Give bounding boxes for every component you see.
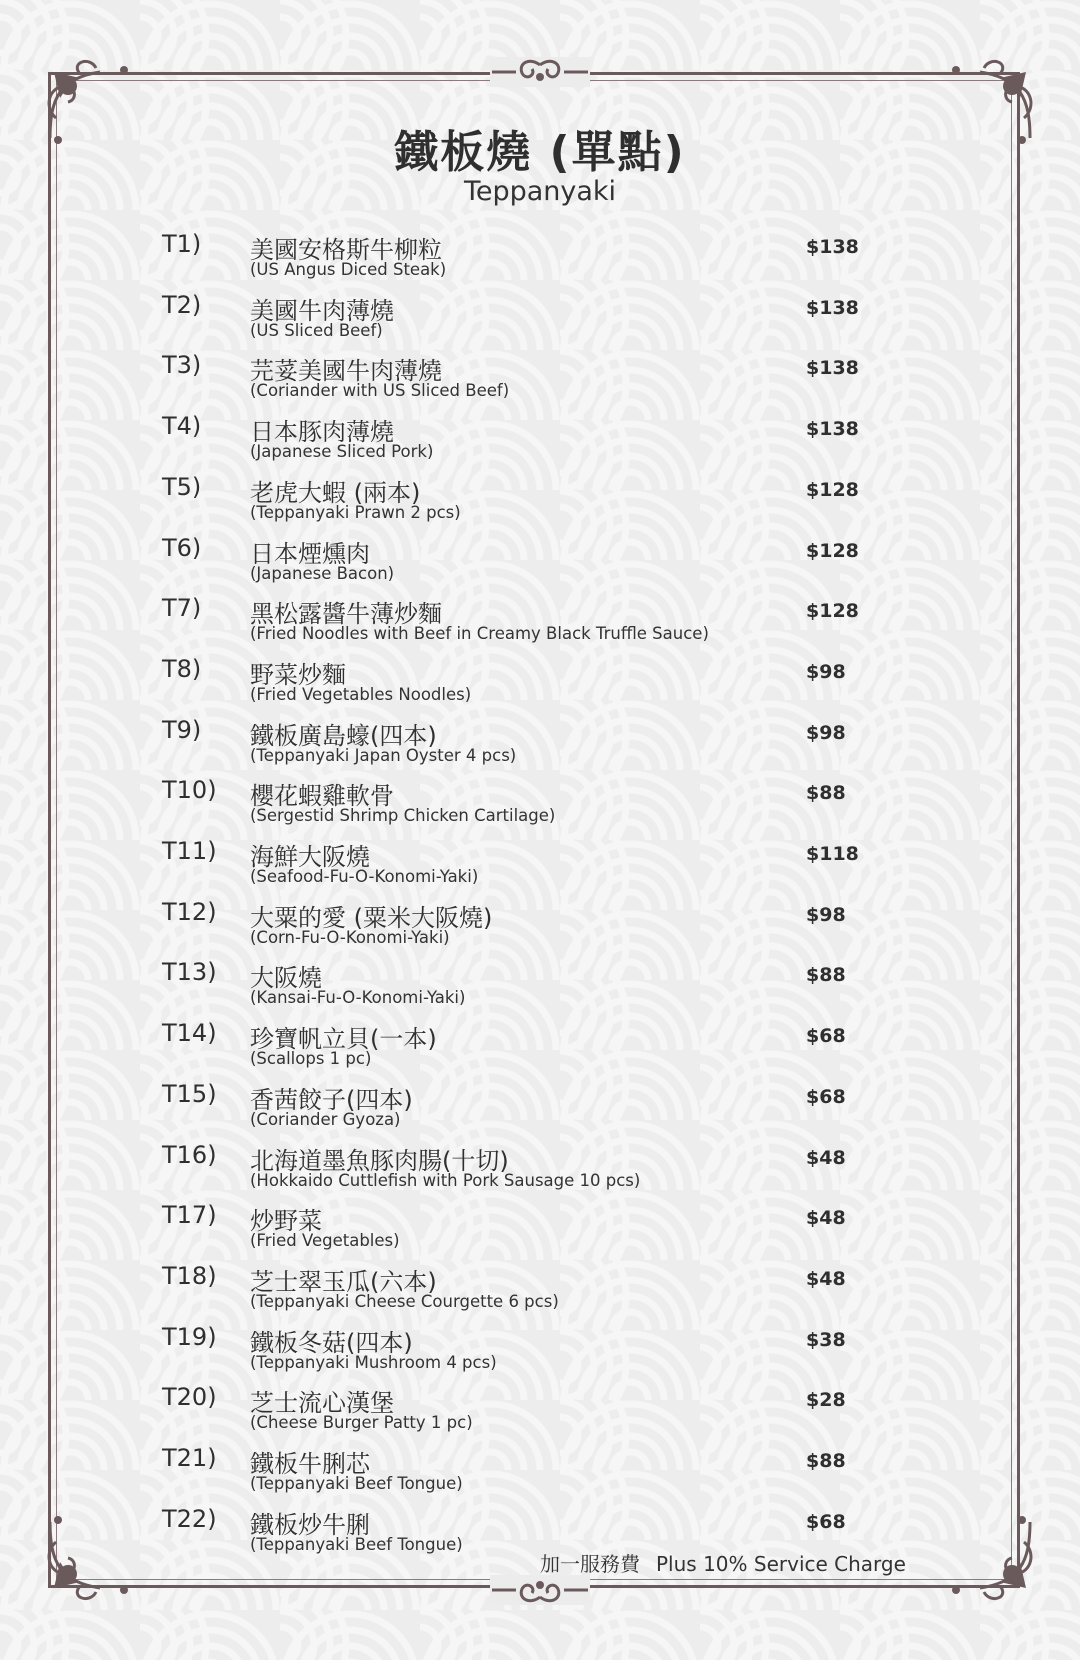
item-name-english: (Teppanyaki Cheese Courgette 6 pcs) (250, 1291, 559, 1311)
item-name-english: (Sergestid Shrimp Chicken Cartilage) (250, 806, 556, 826)
item-code: T21) (162, 1444, 217, 1472)
item-name-english: (Teppanyaki Japan Oyster 4 pcs) (250, 745, 517, 765)
item-name-chinese: 芝士流心漢堡 (250, 1389, 394, 1418)
item-name-english: (Fried Noodles with Beef in Creamy Black Truffle Sauce) (250, 624, 709, 644)
item-name-english: (Coriander Gyoza) (250, 1109, 401, 1129)
item-name-chinese: 日本煙燻肉 (250, 539, 370, 568)
menu-item (0, 1201, 1080, 1261)
service-charge-chinese: 加一服務費 (540, 1552, 640, 1576)
menu-item (0, 1383, 1080, 1443)
item-name-chinese: 鐵板廣島蠔(四本) (250, 721, 437, 750)
menu-item (0, 898, 1080, 958)
item-price: $128 (806, 478, 859, 501)
item-price: $138 (806, 418, 859, 441)
item-name-english: (Corn-Fu-O-Konomi-Yaki) (250, 927, 450, 947)
item-name-english: (Teppanyaki Beef Tongue) (250, 1534, 463, 1554)
item-price: $138 (806, 236, 859, 258)
item-name-english: (US Angus Diced Steak) (250, 260, 447, 279)
item-name-chinese: 大粟的愛 (粟米大阪燒) (250, 903, 493, 932)
item-price: $48 (806, 1267, 846, 1290)
item-code: T11) (162, 837, 217, 865)
item-name-english: (Seafood-Fu-O-Konomi-Yaki) (250, 867, 479, 886)
menu-item (0, 837, 1080, 897)
menu-item (0, 1141, 1080, 1201)
item-price: $128 (806, 539, 859, 562)
item-code: T16) (162, 1140, 217, 1169)
item-price: $38 (806, 1328, 846, 1351)
item-name-english: (Fried Vegetables Noodles) (250, 684, 472, 704)
item-name-chinese: 鐵板炒牛脷 (250, 1510, 370, 1539)
menu-item (0, 776, 1080, 836)
item-code: T2) (162, 290, 202, 319)
menu-item (0, 1444, 1080, 1504)
item-name-english: (Kansai-Fu-O-Konomi-Yaki) (250, 988, 466, 1008)
item-name-chinese: 芫荽美國牛肉薄燒 (250, 357, 442, 386)
menu-item (0, 230, 1080, 290)
item-name-english: (Teppanyaki Prawn 2 pcs) (250, 502, 461, 522)
menu-item (0, 1323, 1080, 1383)
item-price: $128 (806, 600, 859, 623)
menu-item (0, 655, 1080, 715)
item-name-english: (Japanese Bacon) (250, 563, 395, 583)
item-code: T15) (162, 1079, 217, 1108)
item-name-chinese: 海鮮大阪燒 (250, 843, 370, 871)
item-name-english: (US Sliced Beef) (250, 320, 383, 340)
item-name-chinese: 鐵板牛脷芯 (250, 1450, 370, 1478)
item-name-chinese: 炒野菜 (250, 1207, 322, 1236)
item-name-chinese: 野菜炒麵 (250, 660, 346, 689)
item-code: T8) (162, 654, 202, 683)
item-code: T3) (162, 351, 202, 380)
item-name-chinese: 北海道墨魚豚肉腸(十切) (250, 1146, 509, 1175)
item-name-chinese: 芝士翠玉瓜(六本) (250, 1267, 437, 1296)
item-name-chinese: 鐵板冬菇(四本) (250, 1328, 413, 1357)
item-name-english: (Teppanyaki Mushroom 4 pcs) (250, 1352, 497, 1372)
item-price: $118 (806, 843, 859, 865)
item-name-english: (Scallops 1 pc) (250, 1049, 372, 1069)
menu-item (0, 716, 1080, 776)
item-name-chinese: 老虎大蝦 (兩本) (250, 478, 421, 507)
item-price: $48 (806, 1207, 846, 1230)
menu-item (0, 534, 1080, 594)
item-code: T7) (162, 594, 202, 623)
item-name-chinese: 櫻花蝦雞軟骨 (250, 782, 394, 811)
menu-item (0, 1262, 1080, 1322)
service-charge-note (540, 1548, 922, 1577)
item-price: $138 (806, 357, 859, 380)
item-code: T5) (162, 472, 202, 501)
item-name-english: (Teppanyaki Beef Tongue) (250, 1474, 463, 1493)
item-code: T18) (162, 1261, 217, 1290)
menu-item (0, 958, 1080, 1018)
item-code: T4) (162, 412, 202, 441)
menu-item (0, 594, 1080, 654)
item-name-english: (Fried Vegetables) (250, 1231, 400, 1251)
item-code: T9) (162, 715, 202, 744)
item-name-chinese: 大阪燒 (250, 964, 322, 993)
item-name-chinese: 香茜餃子(四本) (250, 1085, 413, 1114)
item-code: T10) (162, 776, 217, 805)
menu-title-english: Teppanyaki (463, 176, 617, 207)
item-price: $68 (806, 1510, 846, 1533)
menu-item (0, 291, 1080, 351)
menu-item (0, 412, 1080, 472)
item-code: T13) (162, 958, 217, 987)
item-code: T14) (162, 1019, 217, 1048)
item-code: T20) (162, 1383, 217, 1412)
item-price: $138 (806, 296, 859, 319)
item-price: $48 (806, 1146, 846, 1169)
menu-item (0, 473, 1080, 533)
menu-item (0, 1019, 1080, 1079)
item-name-english: (Hokkaido Cuttlefish with Pork Sausage 10 pcs) (250, 1170, 641, 1190)
item-price: $98 (806, 903, 846, 926)
item-name-english: (Japanese Sliced Pork) (250, 442, 434, 462)
item-name-english: (Cheese Burger Patty 1 pc) (250, 1413, 473, 1433)
item-price: $88 (806, 1450, 846, 1472)
item-price: $98 (806, 721, 846, 744)
item-code: T19) (162, 1322, 217, 1351)
item-name-chinese: 珍寶帆立貝(一本) (250, 1025, 437, 1054)
menu-title-chinese: 鐵板燒 (單點) (394, 127, 686, 178)
item-price: $88 (806, 782, 846, 805)
menu-item (0, 1080, 1080, 1140)
item-name-chinese: 美國安格斯牛柳粒 (250, 236, 442, 264)
item-code: T6) (162, 533, 202, 562)
item-name-chinese: 美國牛肉薄燒 (250, 296, 394, 325)
item-price: $98 (806, 660, 846, 683)
item-price: $88 (806, 964, 846, 987)
item-price: $68 (806, 1025, 846, 1048)
item-name-english: (Coriander with US Sliced Beef) (250, 381, 510, 401)
item-price: $28 (806, 1389, 846, 1412)
menu-item (0, 351, 1080, 411)
item-code: T12) (162, 897, 217, 926)
item-name-chinese: 日本豚肉薄燒 (250, 418, 394, 447)
item-name-chinese: 黑松露醬牛薄炒麵 (250, 600, 442, 629)
item-price: $68 (806, 1085, 846, 1108)
service-charge-english: Plus 10% Service Charge (656, 1552, 906, 1576)
item-code: T1) (162, 230, 202, 258)
item-code: T17) (162, 1201, 217, 1230)
item-code: T22) (162, 1504, 217, 1533)
